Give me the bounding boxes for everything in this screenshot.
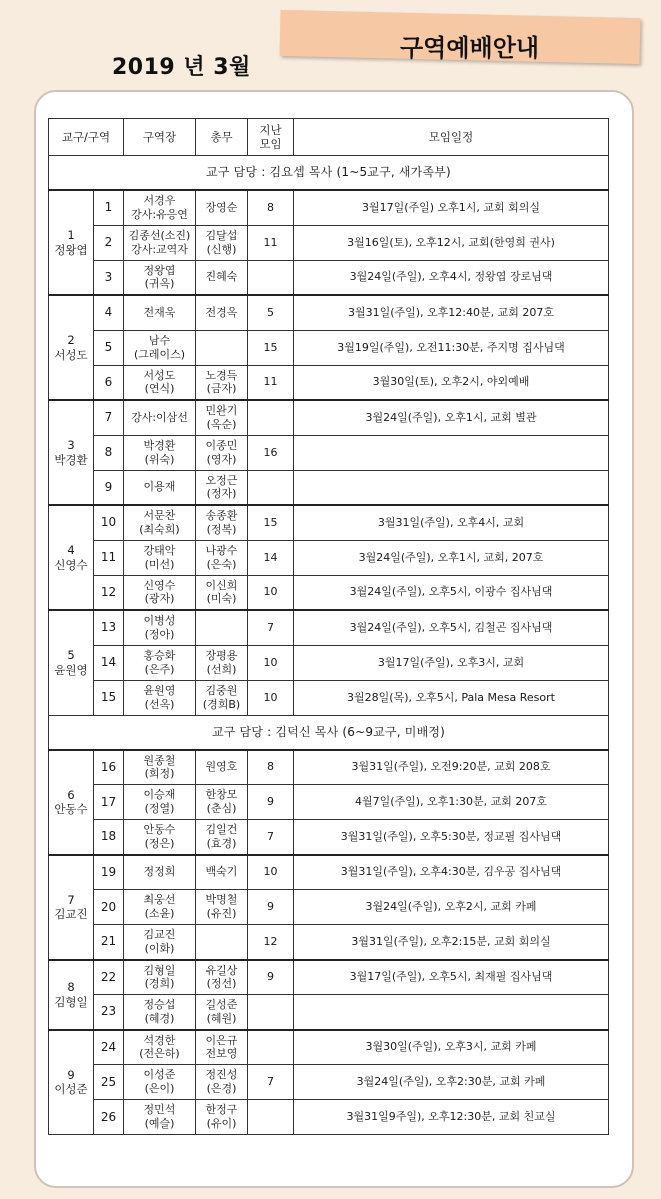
schedule-table <box>48 118 609 1135</box>
cell-zone-number: 10 <box>94 505 124 540</box>
cell-schedule <box>294 995 609 1030</box>
cell-secretary: 이은규 전보영 <box>196 1030 248 1065</box>
table-row <box>49 890 609 925</box>
cell-zone-number: 18 <box>94 820 124 855</box>
table-row <box>49 995 609 1030</box>
cell-secretary: 김일건 (효경) <box>196 820 248 855</box>
cell-schedule: 3월31일(주일), 오후12:40분, 교회 207호 <box>294 295 609 330</box>
cell-last-meeting: 9 <box>248 785 294 820</box>
cell-leader: 서문찬 (최숙희) <box>124 505 196 540</box>
cell-zone-number: 22 <box>94 960 124 995</box>
cell-last-meeting: 7 <box>248 610 294 645</box>
district-name: 1 정왕엽 <box>49 190 94 295</box>
cell-secretary: 김중원 (경희B) <box>196 680 248 715</box>
cell-leader: 석경한 (전은하) <box>124 1030 196 1065</box>
table-row <box>49 505 609 540</box>
col-header-leader: 구역장 <box>124 119 196 156</box>
cell-schedule: 4월7일(주일), 오후1:30분, 교회 207호 <box>294 785 609 820</box>
cell-secretary: 이신희 (미숙) <box>196 575 248 610</box>
cell-last-meeting: 9 <box>248 960 294 995</box>
cell-last-meeting: 7 <box>248 1065 294 1100</box>
cell-secretary: 한창모 (춘심) <box>196 785 248 820</box>
cell-zone-number: 2 <box>94 225 124 260</box>
cell-leader: 정민석 (예슬) <box>124 1100 196 1135</box>
cell-secretary: 나광수 (은숙) <box>196 540 248 575</box>
section-header-row <box>49 156 609 191</box>
table-row <box>49 1030 609 1065</box>
cell-last-meeting: 8 <box>248 190 294 225</box>
cell-leader: 서경우 강사:유응연 <box>124 190 196 225</box>
cell-zone-number: 19 <box>94 855 124 890</box>
cell-schedule: 3월24일(주일), 오후2시, 교회 카페 <box>294 890 609 925</box>
cell-secretary: 원영호 <box>196 750 248 785</box>
cell-zone-number: 20 <box>94 890 124 925</box>
cell-zone-number: 4 <box>94 295 124 330</box>
cell-zone-number: 17 <box>94 785 124 820</box>
section <box>49 156 609 191</box>
cell-secretary: 장영순 <box>196 190 248 225</box>
table-row <box>49 575 609 610</box>
cell-schedule: 3월31일9주일), 오후12:30분, 교회 친교실 <box>294 1100 609 1135</box>
district-group <box>49 1030 609 1135</box>
cell-last-meeting: 14 <box>248 540 294 575</box>
table-row <box>49 680 609 715</box>
cell-secretary: 전경옥 <box>196 295 248 330</box>
table-row <box>49 645 609 680</box>
cell-last-meeting: 9 <box>248 890 294 925</box>
district-name: 2 서성도 <box>49 295 94 400</box>
cell-zone-number: 12 <box>94 575 124 610</box>
cell-zone-number: 3 <box>94 260 124 295</box>
cell-leader: 남수 (그레이스) <box>124 330 196 365</box>
cell-leader: 안동수 (정은) <box>124 820 196 855</box>
cell-last-meeting <box>248 1030 294 1065</box>
cell-last-meeting: 15 <box>248 330 294 365</box>
cell-schedule <box>294 470 609 505</box>
cell-last-meeting <box>248 260 294 295</box>
cell-secretary: 백숙기 <box>196 855 248 890</box>
district-name: 9 이성준 <box>49 1030 94 1135</box>
cell-zone-number: 16 <box>94 750 124 785</box>
table-row <box>49 400 609 435</box>
cell-last-meeting: 12 <box>248 925 294 960</box>
table-row <box>49 330 609 365</box>
cell-leader: 홍승화 (은주) <box>124 645 196 680</box>
table-row <box>49 365 609 400</box>
district-group <box>49 295 609 400</box>
cell-secretary <box>196 610 248 645</box>
cell-zone-number: 7 <box>94 400 124 435</box>
cell-last-meeting: 11 <box>248 225 294 260</box>
cell-secretary: 노경득 (금자) <box>196 365 248 400</box>
district-group <box>49 505 609 610</box>
cell-zone-number: 24 <box>94 1030 124 1065</box>
cell-last-meeting: 10 <box>248 680 294 715</box>
table-row <box>49 260 609 295</box>
table-row <box>49 855 609 890</box>
district-name: 5 윤원영 <box>49 610 94 715</box>
cell-zone-number: 14 <box>94 645 124 680</box>
cell-last-meeting: 8 <box>248 750 294 785</box>
district-name: 6 안동수 <box>49 750 94 855</box>
cell-zone-number: 25 <box>94 1065 124 1100</box>
cell-last-meeting: 15 <box>248 505 294 540</box>
cell-secretary: 길성준 (혜원) <box>196 995 248 1030</box>
cell-last-meeting <box>248 470 294 505</box>
cell-secretary: 한정구 (유이) <box>196 1100 248 1135</box>
cell-schedule: 3월17일(주일), 오후5시, 최재필 집사님댁 <box>294 960 609 995</box>
cell-secretary: 민완기 (옥순) <box>196 400 248 435</box>
district-name: 3 박경환 <box>49 400 94 505</box>
cell-schedule: 3월24일(주일), 오후5시, 이광수 집사님댁 <box>294 575 609 610</box>
cell-schedule: 3월19일(주일), 오전11:30분, 주지명 집사님댁 <box>294 330 609 365</box>
cell-leader: 정왕엽 (귀옥) <box>124 260 196 295</box>
cell-last-meeting: 11 <box>248 365 294 400</box>
table-row <box>49 190 609 225</box>
cell-schedule: 3월31일(주일), 오후4:30분, 김우공 집사님댁 <box>294 855 609 890</box>
cell-zone-number: 11 <box>94 540 124 575</box>
cell-secretary: 이종민 (영자) <box>196 435 248 470</box>
cell-zone-number: 26 <box>94 1100 124 1135</box>
cell-leader: 강사:이삼선 <box>124 400 196 435</box>
district-group <box>49 610 609 715</box>
cell-leader: 정승섭 (혜경) <box>124 995 196 1030</box>
cell-secretary: 정진성 (은경) <box>196 1065 248 1100</box>
cell-leader: 최웅선 (소윤) <box>124 890 196 925</box>
table-row <box>49 470 609 505</box>
district-group <box>49 960 609 1030</box>
cell-leader: 김교진 (이화) <box>124 925 196 960</box>
cell-leader: 김종선(소진) 강사:교역자 <box>124 225 196 260</box>
cell-zone-number: 23 <box>94 995 124 1030</box>
cell-last-meeting: 7 <box>248 820 294 855</box>
section <box>49 715 609 750</box>
cell-zone-number: 5 <box>94 330 124 365</box>
cell-last-meeting: 16 <box>248 435 294 470</box>
col-header-district: 교구/구역 <box>49 119 124 156</box>
cell-last-meeting: 10 <box>248 575 294 610</box>
cell-last-meeting: 10 <box>248 855 294 890</box>
cell-schedule: 3월28일(목), 오후5시, Pala Mesa Resort <box>294 680 609 715</box>
cell-zone-number: 8 <box>94 435 124 470</box>
cell-last-meeting: 10 <box>248 645 294 680</box>
table-row <box>49 610 609 645</box>
cell-secretary: 진혜숙 <box>196 260 248 295</box>
table-row <box>49 295 609 330</box>
cell-schedule: 3월30일(토), 오후2시, 야외예배 <box>294 365 609 400</box>
cell-leader: 김형일 (경희) <box>124 960 196 995</box>
banner-title: 구역예배안내 <box>400 34 540 62</box>
table-row <box>49 925 609 960</box>
year-month-title: 2019 년 3월 <box>112 55 251 80</box>
table-row <box>49 785 609 820</box>
cell-leader: 원종철 (희정) <box>124 750 196 785</box>
section-title: 교구 담당 : 김요셉 목사 (1~5교구, 새가족부) <box>49 156 609 191</box>
cell-leader: 윤원영 (선옥) <box>124 680 196 715</box>
district-name: 7 김교진 <box>49 855 94 960</box>
cell-secretary: 유길상 (정선) <box>196 960 248 995</box>
cell-last-meeting <box>248 1100 294 1135</box>
cell-leader: 전재욱 <box>124 295 196 330</box>
district-name: 4 신영수 <box>49 505 94 610</box>
cell-secretary: 송종환 (정복) <box>196 505 248 540</box>
table-row <box>49 435 609 470</box>
col-header-last-meeting: 지난 모임 <box>248 119 294 156</box>
cell-last-meeting <box>248 400 294 435</box>
table-row <box>49 1100 609 1135</box>
cell-zone-number: 1 <box>94 190 124 225</box>
cell-leader: 이병성 (정아) <box>124 610 196 645</box>
cell-secretary: 박명철 (유진) <box>196 890 248 925</box>
cell-zone-number: 21 <box>94 925 124 960</box>
cell-leader: 이성준 (은이) <box>124 1065 196 1100</box>
table-row <box>49 960 609 995</box>
cell-schedule: 3월24일(주일), 오후1시, 교회, 207호 <box>294 540 609 575</box>
district-group <box>49 750 609 855</box>
cell-secretary: 장평용 (선희) <box>196 645 248 680</box>
header-row <box>49 119 609 156</box>
cell-schedule: 3월31일(주일), 오후4시, 교회 <box>294 505 609 540</box>
cell-schedule: 3월17일(주일) 오후1시, 교회 회의실 <box>294 190 609 225</box>
cell-leader: 이용재 <box>124 470 196 505</box>
table-row <box>49 750 609 785</box>
cell-schedule: 3월16일(토), 오후12시, 교회(한영희 권사) <box>294 225 609 260</box>
section-header-row <box>49 715 609 750</box>
cell-leader: 신영수 (광자) <box>124 575 196 610</box>
cell-schedule <box>294 435 609 470</box>
col-header-secretary: 총무 <box>196 119 248 156</box>
table-row <box>49 540 609 575</box>
cell-schedule: 3월24일(주일), 오후2:30분, 교회 카페 <box>294 1065 609 1100</box>
district-name: 8 김형일 <box>49 960 94 1030</box>
cell-secretary <box>196 925 248 960</box>
cell-schedule: 3월24일(주일), 오후5시, 김철곤 집사님댁 <box>294 610 609 645</box>
col-header-schedule: 모임일정 <box>294 119 609 156</box>
cell-schedule: 3월31일(주일), 오전9:20분, 교회 208호 <box>294 750 609 785</box>
cell-schedule: 3월30일(주일), 오후3시, 교회 카페 <box>294 1030 609 1065</box>
cell-leader: 서성도 (연식) <box>124 365 196 400</box>
cell-secretary: 오정근 (정자) <box>196 470 248 505</box>
table-row <box>49 1065 609 1100</box>
cell-zone-number: 15 <box>94 680 124 715</box>
section-title: 교구 담당 : 김덕신 목사 (6~9교구, 미배정) <box>49 715 609 750</box>
cell-zone-number: 13 <box>94 610 124 645</box>
cell-leader: 이승재 (정열) <box>124 785 196 820</box>
cell-zone-number: 6 <box>94 365 124 400</box>
cell-schedule: 3월31일(주일), 오후2:15분, 교회 회의실 <box>294 925 609 960</box>
table-row <box>49 225 609 260</box>
cell-last-meeting <box>248 995 294 1030</box>
cell-last-meeting: 5 <box>248 295 294 330</box>
cell-schedule: 3월31일(주일), 오후5:30분, 정교필 집사님댁 <box>294 820 609 855</box>
district-group <box>49 400 609 505</box>
cell-leader: 정정희 <box>124 855 196 890</box>
cell-schedule: 3월24일(주일), 오후1시, 교회 별관 <box>294 400 609 435</box>
cell-secretary <box>196 330 248 365</box>
cell-zone-number: 9 <box>94 470 124 505</box>
district-group <box>49 855 609 960</box>
cell-schedule: 3월24일(주일), 오후4시, 정왕엽 장로님댁 <box>294 260 609 295</box>
cell-secretary: 김달섭 (신행) <box>196 225 248 260</box>
table-row <box>49 820 609 855</box>
district-group <box>49 190 609 295</box>
cell-leader: 강태악 (미선) <box>124 540 196 575</box>
cell-schedule: 3월17일(주일), 오후3시, 교회 <box>294 645 609 680</box>
cell-leader: 박경환 (위숙) <box>124 435 196 470</box>
